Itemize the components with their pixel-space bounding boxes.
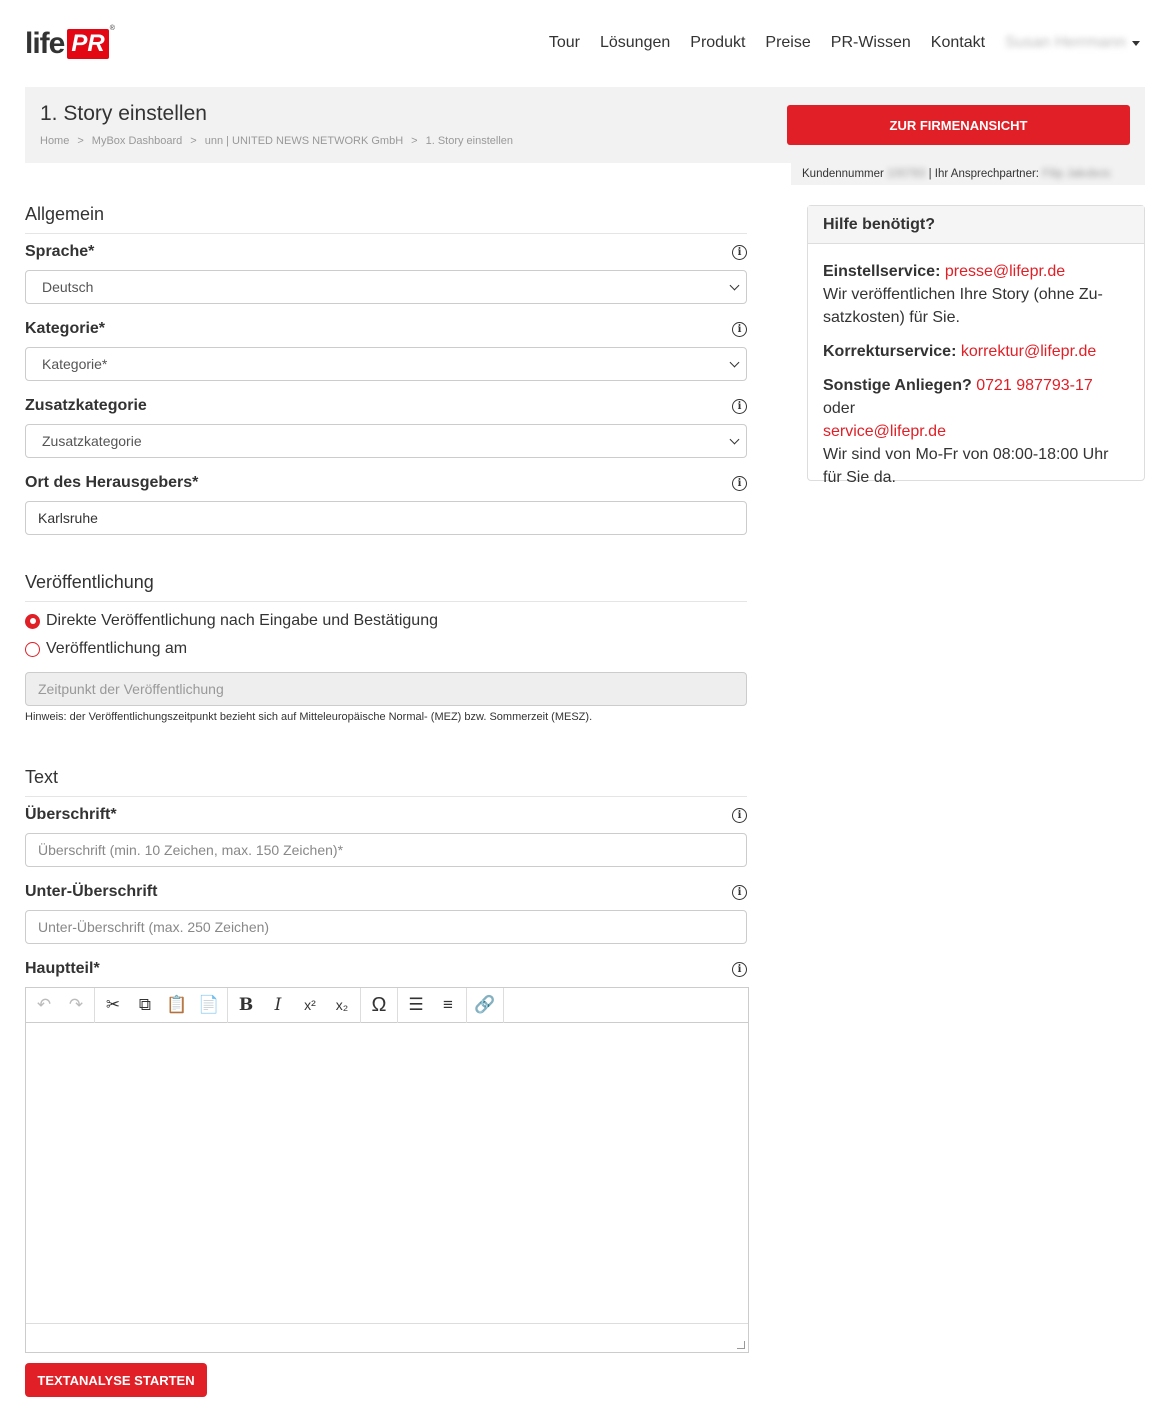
cut-icon[interactable]: ✂ (105, 995, 121, 1014)
nav-item-tour[interactable]: Tour (548, 34, 580, 51)
korrektur-email-link[interactable]: korrektur@lifepr.de (960, 343, 1097, 360)
chevron-down-icon (730, 434, 740, 444)
redo-icon[interactable]: ↷ (68, 995, 84, 1014)
user-name: Susan Herrmann (1005, 34, 1126, 51)
breadcrumb (40, 135, 513, 147)
kategorie-value: Kategorie* (42, 356, 108, 372)
customer-info (791, 163, 1145, 185)
italic-icon[interactable]: I (274, 995, 282, 1015)
radio-checked-icon[interactable] (25, 614, 40, 629)
bulleted-list-icon[interactable]: ☰ (408, 995, 424, 1014)
editor-statusbar (26, 1324, 748, 1352)
einstell-label: Einstellservice: (823, 263, 941, 280)
contact-name: Filip Jakobcic (1042, 168, 1112, 180)
zusatzkategorie-value: Zusatzkategorie (42, 433, 142, 449)
service-email-link[interactable]: service@lifepr.de (823, 423, 946, 440)
einstell-text: Wir veröffentlichen Ihre Story (ohne Zu-satzkosten) für Sie. (823, 286, 1103, 326)
timezone-hint: Hinweis: der Veröffentlichungszeitpunkt bezieht sich auf Mitteleuropäische Normal- (MEZ) bzw. Sommerzeit (MESZ). (25, 711, 593, 723)
zusatzkategorie-select[interactable] (25, 424, 747, 458)
section-title-text: Text (25, 767, 747, 797)
info-icon[interactable]: i (732, 245, 747, 260)
section-title-allgemein: Allgemein (25, 204, 747, 234)
rich-text-editor (25, 987, 749, 1353)
customer-number: 100783 (887, 168, 926, 180)
info-icon[interactable]: i (732, 808, 747, 823)
chevron-down-icon (730, 280, 740, 290)
customer-number-label: Kundennummer (802, 168, 884, 180)
hauptteil-label: Hauptteil* (25, 960, 100, 977)
sprache-value: Deutsch (42, 279, 94, 295)
radio-direct-label: Direkte Veröffentlichung nach Eingabe und Bestätigung (46, 612, 438, 629)
special-char-icon[interactable]: Ω (371, 993, 387, 1016)
ueberschrift-label: Überschrift* (25, 806, 117, 823)
breadcrumb-dashboard[interactable]: MyBox Dashboard (91, 135, 183, 147)
logo-pr-badge: PR (67, 29, 108, 59)
resize-handle-icon[interactable] (737, 1341, 745, 1349)
help-title: Hilfe benötigt? (808, 206, 1144, 244)
nav-item-produkt[interactable]: Produkt (690, 34, 746, 51)
page-header (25, 87, 1145, 163)
sprache-select[interactable] (25, 270, 747, 304)
text-analysis-button[interactable]: TEXTANALYSE STARTEN (25, 1363, 207, 1397)
nav-item-pr-wissen[interactable]: PR-Wissen (830, 34, 911, 51)
caret-down-icon (1132, 41, 1140, 46)
logo-text: life (25, 27, 65, 60)
chevron-right-icon: > (190, 135, 197, 147)
info-icon[interactable]: i (732, 962, 747, 977)
chevron-right-icon: > (411, 135, 418, 147)
unter-ueberschrift-label: Unter-Überschrift (25, 883, 158, 900)
contact-label: | Ihr Ansprechpartner: (928, 168, 1039, 180)
nav-item-preise[interactable]: Preise (765, 34, 811, 51)
lifepr-logo[interactable] (25, 25, 115, 59)
breadcrumb-home[interactable]: Home (40, 135, 70, 147)
company-view-button[interactable]: ZUR FIRMENANSICHT (787, 105, 1130, 145)
editor-toolbar (26, 988, 748, 1023)
einstell-email-link[interactable]: presse@lifepr.de (944, 263, 1066, 280)
korrektur-label: Korrekturservice: (823, 343, 957, 360)
chevron-down-icon (730, 357, 740, 367)
breadcrumb-company[interactable]: unn | UNITED NEWS NETWORK GmbH (204, 135, 404, 147)
unter-ueberschrift-input[interactable]: Unter-Überschrift (max. 250 Zeichen) (25, 910, 747, 944)
editor-content-area[interactable] (26, 1023, 748, 1324)
paste-text-icon[interactable]: 📄 (198, 995, 220, 1014)
info-icon[interactable]: i (732, 322, 747, 337)
kategorie-label: Kategorie* (25, 320, 106, 337)
superscript-icon[interactable]: x² (304, 997, 316, 1013)
numbered-list-icon[interactable]: ≡ (443, 995, 453, 1014)
sprache-label: Sprache* (25, 243, 95, 260)
top-navigation (0, 0, 1170, 87)
main-nav (549, 34, 1140, 52)
logo-registered: ® (109, 25, 115, 32)
info-icon[interactable]: i (732, 399, 747, 414)
help-panel (807, 205, 1145, 486)
publish-date-input: Zeitpunkt der Veröffentlichung (25, 672, 747, 706)
page-title: 1. Story einstellen (40, 102, 207, 125)
radio-unchecked-icon[interactable] (25, 642, 40, 657)
zusatzkategorie-label: Zusatzkategorie (25, 397, 147, 414)
ort-label: Ort des Herausgebers* (25, 474, 199, 491)
kategorie-select[interactable] (25, 347, 747, 381)
ueberschrift-input[interactable]: Überschrift (min. 10 Zeichen, max. 150 Zeichen)* (25, 833, 747, 867)
section-title-veroeffentlichung: Veröffentlichung (25, 572, 747, 602)
paste-icon[interactable]: 📋 (166, 995, 188, 1014)
info-icon[interactable]: i (732, 476, 747, 491)
info-icon[interactable]: i (732, 885, 747, 900)
nav-item-loesungen[interactable]: Lösungen (599, 34, 671, 51)
sonstige-or: oder (823, 400, 856, 417)
subscript-icon[interactable]: x₂ (335, 997, 349, 1013)
radio-date-label: Veröffentlichung am (46, 640, 188, 657)
copy-icon[interactable]: ⧉ (138, 995, 152, 1014)
phone-link[interactable]: 0721 987793-17 (976, 377, 1093, 394)
breadcrumb-current: 1. Story einstellen (425, 135, 514, 147)
bold-icon[interactable]: B (238, 995, 254, 1015)
radio-date-publish[interactable] (25, 638, 187, 660)
chevron-right-icon: > (77, 135, 84, 147)
link-icon[interactable]: 🔗 (474, 995, 496, 1014)
user-menu[interactable] (1005, 34, 1140, 52)
ort-input[interactable]: Karlsruhe (25, 501, 747, 535)
nav-item-kontakt[interactable]: Kontakt (930, 34, 986, 51)
hours-text: Wir sind von Mo-Fr von 08:00-18:00 Uhr für Sie da. (823, 446, 1109, 486)
sonstige-label: Sonstige Anliegen? (823, 377, 972, 394)
undo-icon[interactable]: ↶ (36, 995, 52, 1014)
radio-direct-publish[interactable] (25, 610, 438, 632)
